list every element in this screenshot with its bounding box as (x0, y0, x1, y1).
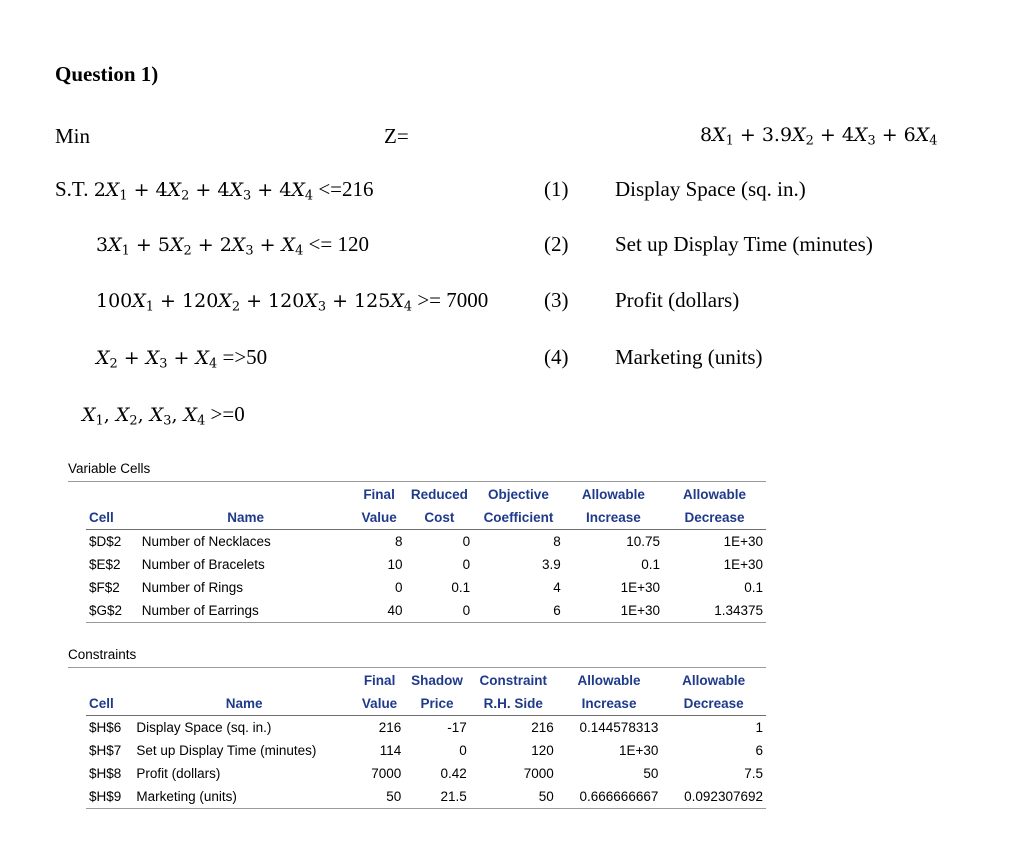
cell-shadow-price: 0.42 (440, 766, 467, 781)
header-cost: Cost (406, 506, 474, 530)
table-row (86, 553, 766, 576)
header-row-top (86, 483, 766, 506)
cell-reduced-cost: 0 (462, 534, 471, 549)
cell-allowable-increase: 0.144578313 (579, 720, 659, 735)
cell-shadow-price: 21.5 (404, 785, 469, 809)
constraint-2-number: (2) (544, 232, 569, 256)
cell-final-value: 50 (355, 785, 404, 809)
table-row (86, 576, 766, 599)
cell-shadow-price: 0 (459, 743, 467, 758)
cell-rh-side: 7000 (523, 766, 554, 781)
header-reduced: Reduced (410, 487, 468, 502)
cell-ref: $F$2 (89, 580, 120, 595)
cell-name: Marketing (units) (133, 785, 355, 809)
constraints-title: Constraints (68, 647, 137, 662)
header-row (86, 692, 766, 716)
cell-allowable-increase: 1E+30 (564, 599, 663, 623)
nonnegativity-constraint: $X_1$, $X_2$, $X_3$, $X_4 >=0$ (82, 402, 245, 429)
c3-coef-3: 120 (268, 290, 305, 312)
c2-operator: <= 120 (308, 232, 369, 256)
header-coefficient: Coefficient (473, 506, 564, 530)
cell-final-value: 0 (395, 580, 403, 595)
header-value: Value (353, 506, 406, 530)
cell-objective-coef: 3.9 (541, 557, 561, 572)
c3-coef-4: 125 (354, 290, 391, 312)
cell-allowable-increase: 10.75 (626, 534, 661, 549)
c3-coef-1: 100 (96, 290, 133, 312)
cell-reduced-cost: 0 (462, 557, 471, 572)
cell-name: Number of Bracelets (141, 557, 265, 572)
cell-rh-side: 50 (470, 785, 557, 809)
cell-allowable-decrease: 0.092307692 (661, 785, 766, 809)
cell-allowable-increase: 1E+30 (620, 580, 661, 595)
constraint-1: S.T. $2X_1 + 4X_2 + 4X_3 + 4X_4 <=216$ (55, 177, 374, 204)
c4-operator: =>50 (222, 345, 268, 369)
header-increase: Increase (557, 692, 662, 716)
variable-cells-divider (68, 481, 766, 482)
table-row (86, 530, 766, 554)
cell-allowable-decrease: 1.34375 (663, 599, 766, 623)
cell-allowable-increase: 50 (643, 766, 659, 781)
cell-final-value: 10 (387, 557, 403, 572)
cell-name: Number of Necklaces (141, 534, 271, 549)
question-title: Question 1) (55, 62, 159, 86)
constraint-4: $X_2 + X_3 + X_4 =>50$ (96, 345, 268, 372)
header-final: Final (363, 673, 396, 688)
cell-objective-coef: 8 (553, 534, 561, 549)
constraint-2-desc: Set up Display Time (minutes) (615, 232, 873, 256)
header-row (86, 506, 766, 530)
header-increase: Increase (564, 506, 663, 530)
variable-cells-table (86, 483, 766, 623)
c1-coef-3: 4 (217, 179, 230, 201)
cell-allowable-decrease: 1 (755, 720, 763, 735)
objective-coef-2: 3.9 (761, 124, 793, 146)
c3-operator: >= 7000 (417, 288, 489, 312)
c1-coef-2: 4 (155, 179, 168, 201)
cell-final-value: 7000 (371, 766, 402, 781)
cell-allowable-decrease: 0.1 (744, 580, 763, 595)
cell-name: Number of Rings (141, 580, 244, 595)
table-row (86, 762, 766, 785)
cell-allowable-decrease: 1E+30 (723, 557, 763, 572)
constraints-divider (68, 667, 766, 668)
z-label: Z= (384, 124, 409, 148)
objective-coef-1: 8 (700, 124, 713, 146)
header-cell: Cell (86, 692, 133, 716)
cell-name: Profit (dollars) (136, 766, 221, 781)
cell-ref: $G$2 (86, 599, 139, 623)
cell-final-value: 8 (395, 534, 403, 549)
header-shadow: Shadow (411, 673, 463, 688)
c1-coef-1: 2 (93, 179, 106, 201)
c1-coef-4: 4 (279, 179, 292, 201)
header-final: Final (363, 487, 395, 502)
c2-coef-1: 3 (96, 234, 109, 256)
cell-final-value: 216 (378, 720, 402, 735)
cell-allowable-decrease: 1E+30 (723, 534, 763, 549)
cell-allowable-decrease: 7.5 (744, 766, 763, 781)
header-objective: Objective (488, 487, 549, 502)
header-allowable-dec: Allowable (683, 487, 747, 502)
constraint-1-desc: Display Space (sq. in.) (615, 177, 806, 201)
cell-final-value: 114 (379, 743, 402, 758)
table-row (86, 785, 766, 809)
table-row (86, 716, 766, 740)
header-value: Value (355, 692, 404, 716)
variable-cells-title: Variable Cells (68, 461, 151, 476)
c2-coef-2: 5 (157, 234, 170, 256)
constraint-1-number: (1) (544, 177, 569, 201)
constraints-table (86, 669, 766, 809)
cell-allowable-increase: 1E+30 (618, 743, 659, 758)
cell-ref: $H$7 (89, 743, 122, 758)
header-decrease: Decrease (661, 692, 766, 716)
constraint-3-desc: Profit (dollars) (615, 288, 740, 312)
min-label: Min (55, 124, 91, 148)
table-row (86, 599, 766, 623)
header-constraint: Constraint (479, 673, 547, 688)
header-allowable-inc: Allowable (577, 673, 641, 688)
constraint-3-number: (3) (544, 288, 569, 312)
cell-ref: $H$9 (86, 785, 133, 809)
table-row (86, 739, 766, 762)
objective-coef-4: 6 (903, 124, 916, 146)
header-allowable-inc: Allowable (581, 487, 645, 502)
cell-shadow-price: -17 (447, 720, 467, 735)
constraint-4-desc: Marketing (units) (615, 345, 763, 369)
cell-allowable-increase: 0.666666667 (557, 785, 662, 809)
cell-allowable-increase: 0.1 (641, 557, 661, 572)
cell-allowable-decrease: 6 (755, 743, 763, 758)
cell-rh-side: 216 (531, 720, 554, 735)
cell-ref: $H$8 (89, 766, 122, 781)
header-name: Name (139, 506, 353, 530)
objective-function: $8X_1 + 3.9X_2 + 4X_3 + 6X_4$ (700, 124, 938, 149)
st-label: S.T. (55, 177, 89, 201)
header-row-top (86, 669, 766, 692)
objective-coef-3: 4 (841, 124, 854, 146)
constraint-4-number: (4) (544, 345, 569, 369)
header-name: Name (133, 692, 355, 716)
header-price: Price (404, 692, 469, 716)
header-decrease: Decrease (663, 506, 766, 530)
c2-coef-3: 2 (219, 234, 232, 256)
cell-objective-coef: 6 (473, 599, 564, 623)
constraint-3: $100X_1 + 120X_2 + 120X_3 + 125X_4 >= 7000$ (96, 288, 489, 315)
cell-objective-coef: 4 (553, 580, 561, 595)
cell-name: Number of Earrings (139, 599, 353, 623)
cell-ref: $H$6 (89, 720, 122, 735)
cell-ref: $D$2 (89, 534, 122, 549)
cell-reduced-cost: 0 (406, 599, 474, 623)
cell-final-value: 40 (353, 599, 406, 623)
header-allowable-dec: Allowable (682, 673, 746, 688)
c3-coef-2: 120 (182, 290, 219, 312)
header-cell: Cell (86, 506, 139, 530)
cell-name: Set up Display Time (minutes) (136, 743, 317, 758)
cell-name: Display Space (sq. in.) (136, 720, 272, 735)
cell-rh-side: 120 (531, 743, 554, 758)
header-rh-side: R.H. Side (470, 692, 557, 716)
cell-reduced-cost: 0.1 (451, 580, 471, 595)
constraint-2: $3X_1 + 5X_2 + 2X_3 + X_4 <= 120$ (96, 232, 369, 259)
nonneg-operator: >=0 (210, 402, 245, 426)
c1-operator: <=216 (318, 177, 374, 201)
cell-ref: $E$2 (89, 557, 121, 572)
